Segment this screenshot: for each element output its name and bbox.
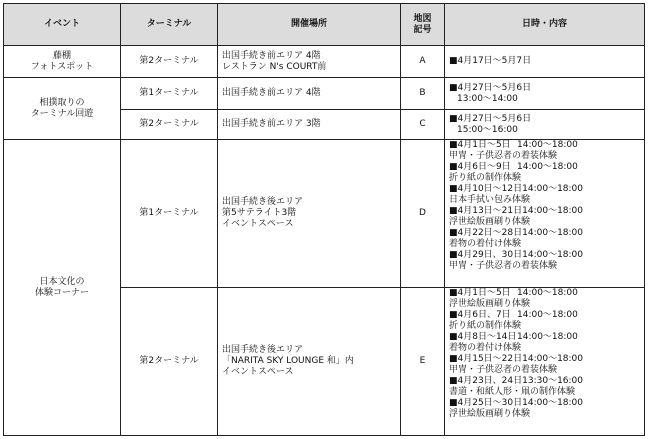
schedule-time: 13:00～14:00 <box>457 93 518 104</box>
event-cell <box>4 140 121 436</box>
header-terminal: ターミナル <box>121 4 218 46</box>
schedule-entry <box>449 398 640 420</box>
schedule-entry <box>449 206 640 228</box>
schedule-time: 14:00～18:00 <box>517 310 578 320</box>
schedule-time: 14:00～18:00 <box>517 288 578 298</box>
schedule-time: 14:00～18:00 <box>522 228 584 238</box>
schedule-date: ■4月6日～9日 <box>449 162 511 172</box>
schedule-time: 14:00～18:00 <box>517 332 578 342</box>
table-row <box>4 78 645 110</box>
schedule-detail: 書道・和紙人形・凧の制作体験 <box>449 387 576 397</box>
map-code-cell: A <box>401 46 445 78</box>
header-row <box>4 4 645 46</box>
schedule-time: 14:00～18:00 <box>517 162 578 172</box>
schedule-entry <box>449 376 640 398</box>
event-table <box>3 3 645 436</box>
venue-line: イベントスペース <box>222 367 294 377</box>
schedule-entry <box>449 228 640 250</box>
schedule-time: 14:00～18:00 <box>522 250 584 260</box>
header-venue: 開催場所 <box>218 4 401 46</box>
venue-line: 出国手続き前エリア 3階 <box>222 119 321 129</box>
schedule-detail: 着物の着付け体験 <box>449 343 522 353</box>
schedule-date: ■4月27日～5月6日 <box>449 82 532 93</box>
event-name-line: フォトスポット <box>30 61 94 72</box>
terminal-cell: 第1ターミナル <box>121 78 218 110</box>
schedule-entry <box>449 250 640 272</box>
event-cell <box>4 78 121 140</box>
venue-line: 出国手続き後エリア <box>222 345 304 355</box>
schedule-detail: 甲冑・子供忍者の着装体験 <box>449 151 558 161</box>
event-name-line: 日本文化の <box>39 276 85 287</box>
event-name-line: 体験コーナー <box>34 287 89 298</box>
schedule-date: ■4月8日～14日 <box>449 332 517 342</box>
venue-line: レストラン N's COURT前 <box>222 61 327 72</box>
table-row <box>4 140 645 288</box>
schedule-entry <box>449 140 640 162</box>
schedule-time: 14:00～18:00 <box>517 140 578 150</box>
schedule-time: 13:30～16:00 <box>522 376 584 386</box>
schedule-date: ■4月25日～30日 <box>449 398 523 408</box>
schedule-detail: 甲冑・子供忍者の着装体験 <box>449 365 558 375</box>
schedule-detail: 着物の着付け体験 <box>449 239 522 249</box>
schedule-entry <box>449 288 640 310</box>
venue-line: 「NARITA SKY LOUNGE 和」内 <box>222 356 354 366</box>
terminal-cell: 第1ターミナル <box>121 140 218 288</box>
header-map-code-text: 地図 記号 <box>413 13 432 35</box>
venue-line: 第5サテライト3階 <box>222 208 297 218</box>
schedule-date: ■4月10日～12日 <box>449 184 523 194</box>
event-cell <box>4 46 121 78</box>
schedule-entry <box>449 162 640 184</box>
schedule-time: 15:00～16:00 <box>457 124 518 135</box>
venue-line: イベントスペース <box>222 219 294 229</box>
map-code-cell: C <box>401 110 445 140</box>
schedule-detail: 折り紙の制作体験 <box>449 321 522 331</box>
event-name-line: 相撲取りの <box>39 97 85 108</box>
schedule-entry <box>449 310 640 332</box>
schedule-time: 14:00～18:00 <box>522 184 584 194</box>
terminal-cell: 第2ターミナル <box>121 110 218 140</box>
schedule-date: ■4月22日～28日 <box>449 228 523 238</box>
schedule-cell <box>445 110 645 140</box>
schedule-date: ■4月29日、30日 <box>449 250 523 260</box>
schedule-cell <box>445 140 645 288</box>
schedule-cell <box>445 288 645 436</box>
schedule-cell <box>445 78 645 110</box>
map-code-cell: D <box>401 140 445 288</box>
venue-cell <box>218 110 401 140</box>
schedule-date: ■4月1日～5日 <box>449 140 511 150</box>
schedule-time: 14:00～18:00 <box>522 354 584 364</box>
venue-cell <box>218 46 401 78</box>
venue-line: 出国手続き前エリア 4階 <box>222 50 321 61</box>
schedule-date: ■4月6日、7日 <box>449 310 511 320</box>
schedule-entry <box>449 354 640 376</box>
event-name-line: ターミナル回遊 <box>30 108 94 119</box>
venue-cell <box>218 140 401 288</box>
schedule-entry <box>449 184 640 206</box>
terminal-cell: 第2ターミナル <box>121 288 218 436</box>
venue-line: 出国手続き前エリア 4階 <box>222 88 321 98</box>
schedule-detail: 甲冑・子供忍者の着装体験 <box>449 261 558 271</box>
schedule-date: ■4月23日、24日 <box>449 376 523 386</box>
schedule-detail: 浮世絵版画刷り体験 <box>449 409 531 419</box>
header-event: イベント <box>4 4 121 46</box>
schedule-date: ■4月1日～5日 <box>449 288 511 298</box>
terminal-cell: 第2ターミナル <box>121 46 218 78</box>
schedule-date: ■4月13日～21日 <box>449 206 523 216</box>
schedule-time: 14:00～18:00 <box>522 398 584 408</box>
schedule-detail: 浮世絵版画刷り体験 <box>449 299 531 309</box>
schedule-cell <box>445 46 645 78</box>
venue-cell <box>218 78 401 110</box>
schedule-detail: 浮世絵版画刷り体験 <box>449 217 531 227</box>
map-code-cell: E <box>401 288 445 436</box>
schedule-date: ■4月15日～22日 <box>449 354 523 364</box>
schedule-entry <box>449 332 640 354</box>
venue-cell <box>218 288 401 436</box>
table-row <box>4 46 645 78</box>
header-schedule: 日時・内容 <box>445 4 645 46</box>
schedule-date: ■4月17日～5月7日 <box>449 56 532 66</box>
event-name-line: 藤棚 <box>52 50 71 61</box>
schedule-date: ■4月27日～5月6日 <box>449 113 532 124</box>
map-code-cell: B <box>401 78 445 110</box>
schedule-detail: 日本手拭い包み体験 <box>449 195 531 205</box>
schedule-time: 14:00～18:00 <box>522 206 584 216</box>
schedule-detail: 折り紙の制作体験 <box>449 173 522 183</box>
header-map-code <box>401 4 445 46</box>
venue-line: 出国手続き後エリア <box>222 197 304 207</box>
